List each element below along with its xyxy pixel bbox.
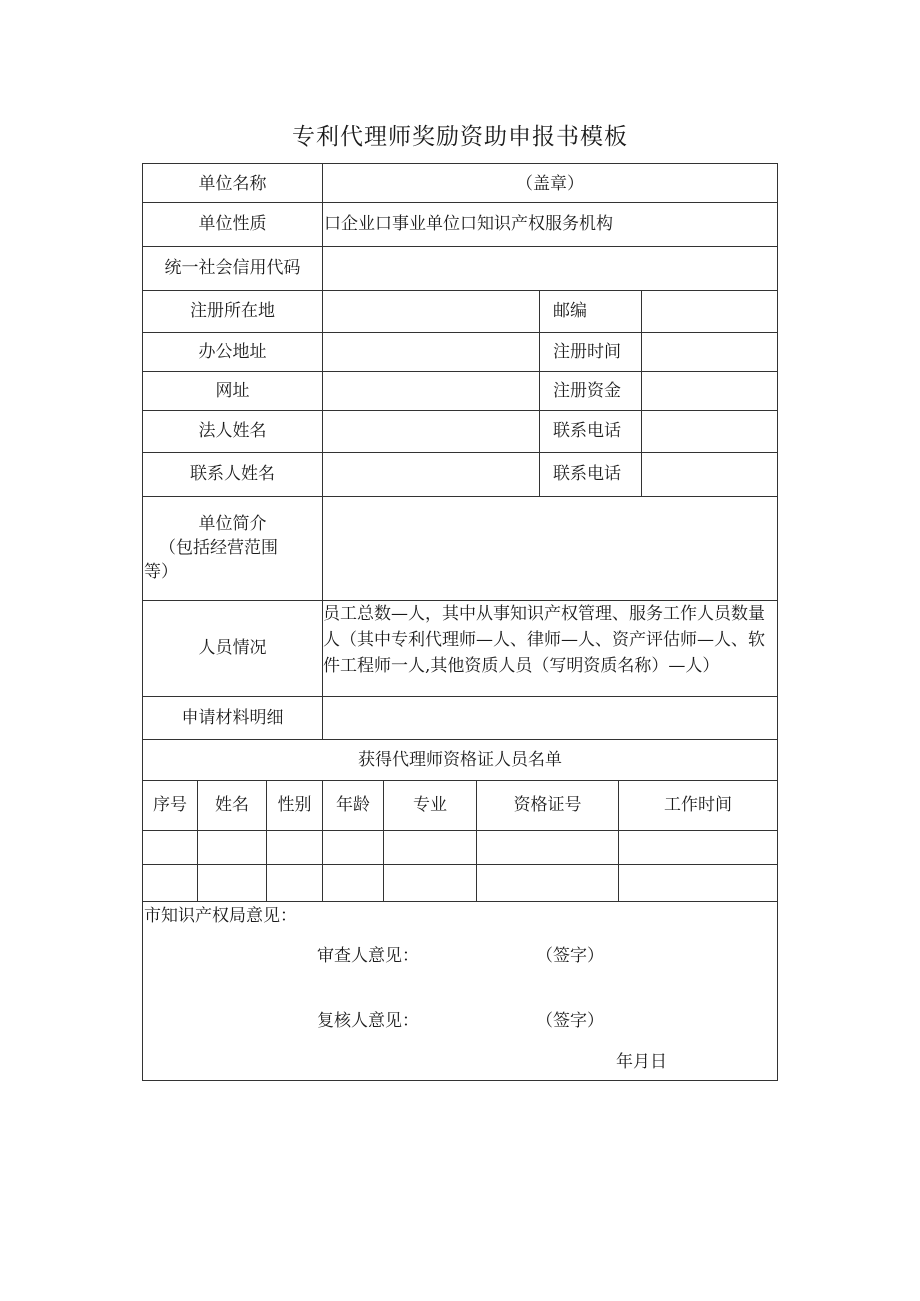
reviewer-label: 审查人意见： xyxy=(317,946,419,966)
legal-rep-label: 法人姓名 xyxy=(198,421,267,441)
roster-header-cert-no: 资格证号 xyxy=(513,795,582,815)
intro-label-line1: 单位简介 xyxy=(198,514,267,534)
postcode-field[interactable] xyxy=(642,291,777,332)
roster-header-age: 年龄 xyxy=(336,795,370,815)
credit-code-field[interactable] xyxy=(323,247,777,290)
phone-label-1: 联系电话 xyxy=(553,421,621,441)
roster-header-index: 序号 xyxy=(153,795,187,815)
website-field[interactable] xyxy=(323,372,539,410)
table-row[interactable] xyxy=(143,865,777,901)
roster-header-work-time: 工作时间 xyxy=(664,795,732,815)
opinion-title: 市知识产权局意见： xyxy=(144,906,297,926)
reg-time-field[interactable] xyxy=(642,333,777,371)
reg-address-label: 注册所在地 xyxy=(190,301,275,321)
contact-name-label: 联系人姓名 xyxy=(190,464,275,484)
materials-label: 申请材料明细 xyxy=(181,708,284,728)
unit-name-label: 单位名称 xyxy=(198,174,267,194)
roster-header-major: 专业 xyxy=(413,795,447,815)
table-row[interactable] xyxy=(143,831,777,864)
phone-field-1[interactable] xyxy=(642,411,777,452)
staff-label: 人员情况 xyxy=(198,638,267,658)
page-title: 专利代理师奖励资助申报书模板 xyxy=(292,124,628,150)
roster-header-gender: 性别 xyxy=(277,795,312,815)
website-label: 网址 xyxy=(215,381,250,401)
credit-code-label: 统一社会信用代码 xyxy=(164,258,301,278)
reg-address-field[interactable] xyxy=(323,291,539,332)
reviewer-signature[interactable]: （签字） xyxy=(536,946,604,966)
date-label: 年月日 xyxy=(616,1052,667,1072)
unit-name-field[interactable]: （盖章） xyxy=(516,174,584,194)
contact-name-field[interactable] xyxy=(323,453,539,496)
phone-label-2: 联系电话 xyxy=(553,464,621,484)
reg-time-label: 注册时间 xyxy=(553,342,621,362)
intro-label-line2: （包括经营范围 xyxy=(159,538,278,558)
phone-field-2[interactable] xyxy=(642,453,777,496)
materials-field[interactable] xyxy=(323,697,777,739)
unit-type-label: 单位性质 xyxy=(198,214,267,234)
intro-label-line3: 等） xyxy=(144,562,178,582)
legal-rep-field[interactable] xyxy=(323,411,539,452)
intro-field[interactable] xyxy=(323,497,777,600)
reg-capital-label: 注册资金 xyxy=(553,381,621,401)
roster-header-name: 姓名 xyxy=(215,795,249,815)
application-form xyxy=(142,163,778,1081)
office-address-field[interactable] xyxy=(323,333,539,371)
unit-type-options[interactable]: 口企业口事业单位口知识产权服务机构 xyxy=(324,214,613,234)
checker-label: 复核人意见： xyxy=(317,1011,419,1031)
roster-title: 获得代理师资格证人员名单 xyxy=(358,750,562,770)
reg-capital-field[interactable] xyxy=(642,372,777,410)
checker-signature[interactable]: （签字） xyxy=(536,1011,604,1031)
staff-description: 员工总数—人，其中从事知识产权管理、服务工作人员数量人（其中专利代理师—人、律师—人、资产评估师—人、软件工程师一人,其他资质人员（写明资质名称）—人） xyxy=(323,604,765,676)
postcode-label: 邮编 xyxy=(553,301,587,321)
office-address-label: 办公地址 xyxy=(198,342,267,362)
